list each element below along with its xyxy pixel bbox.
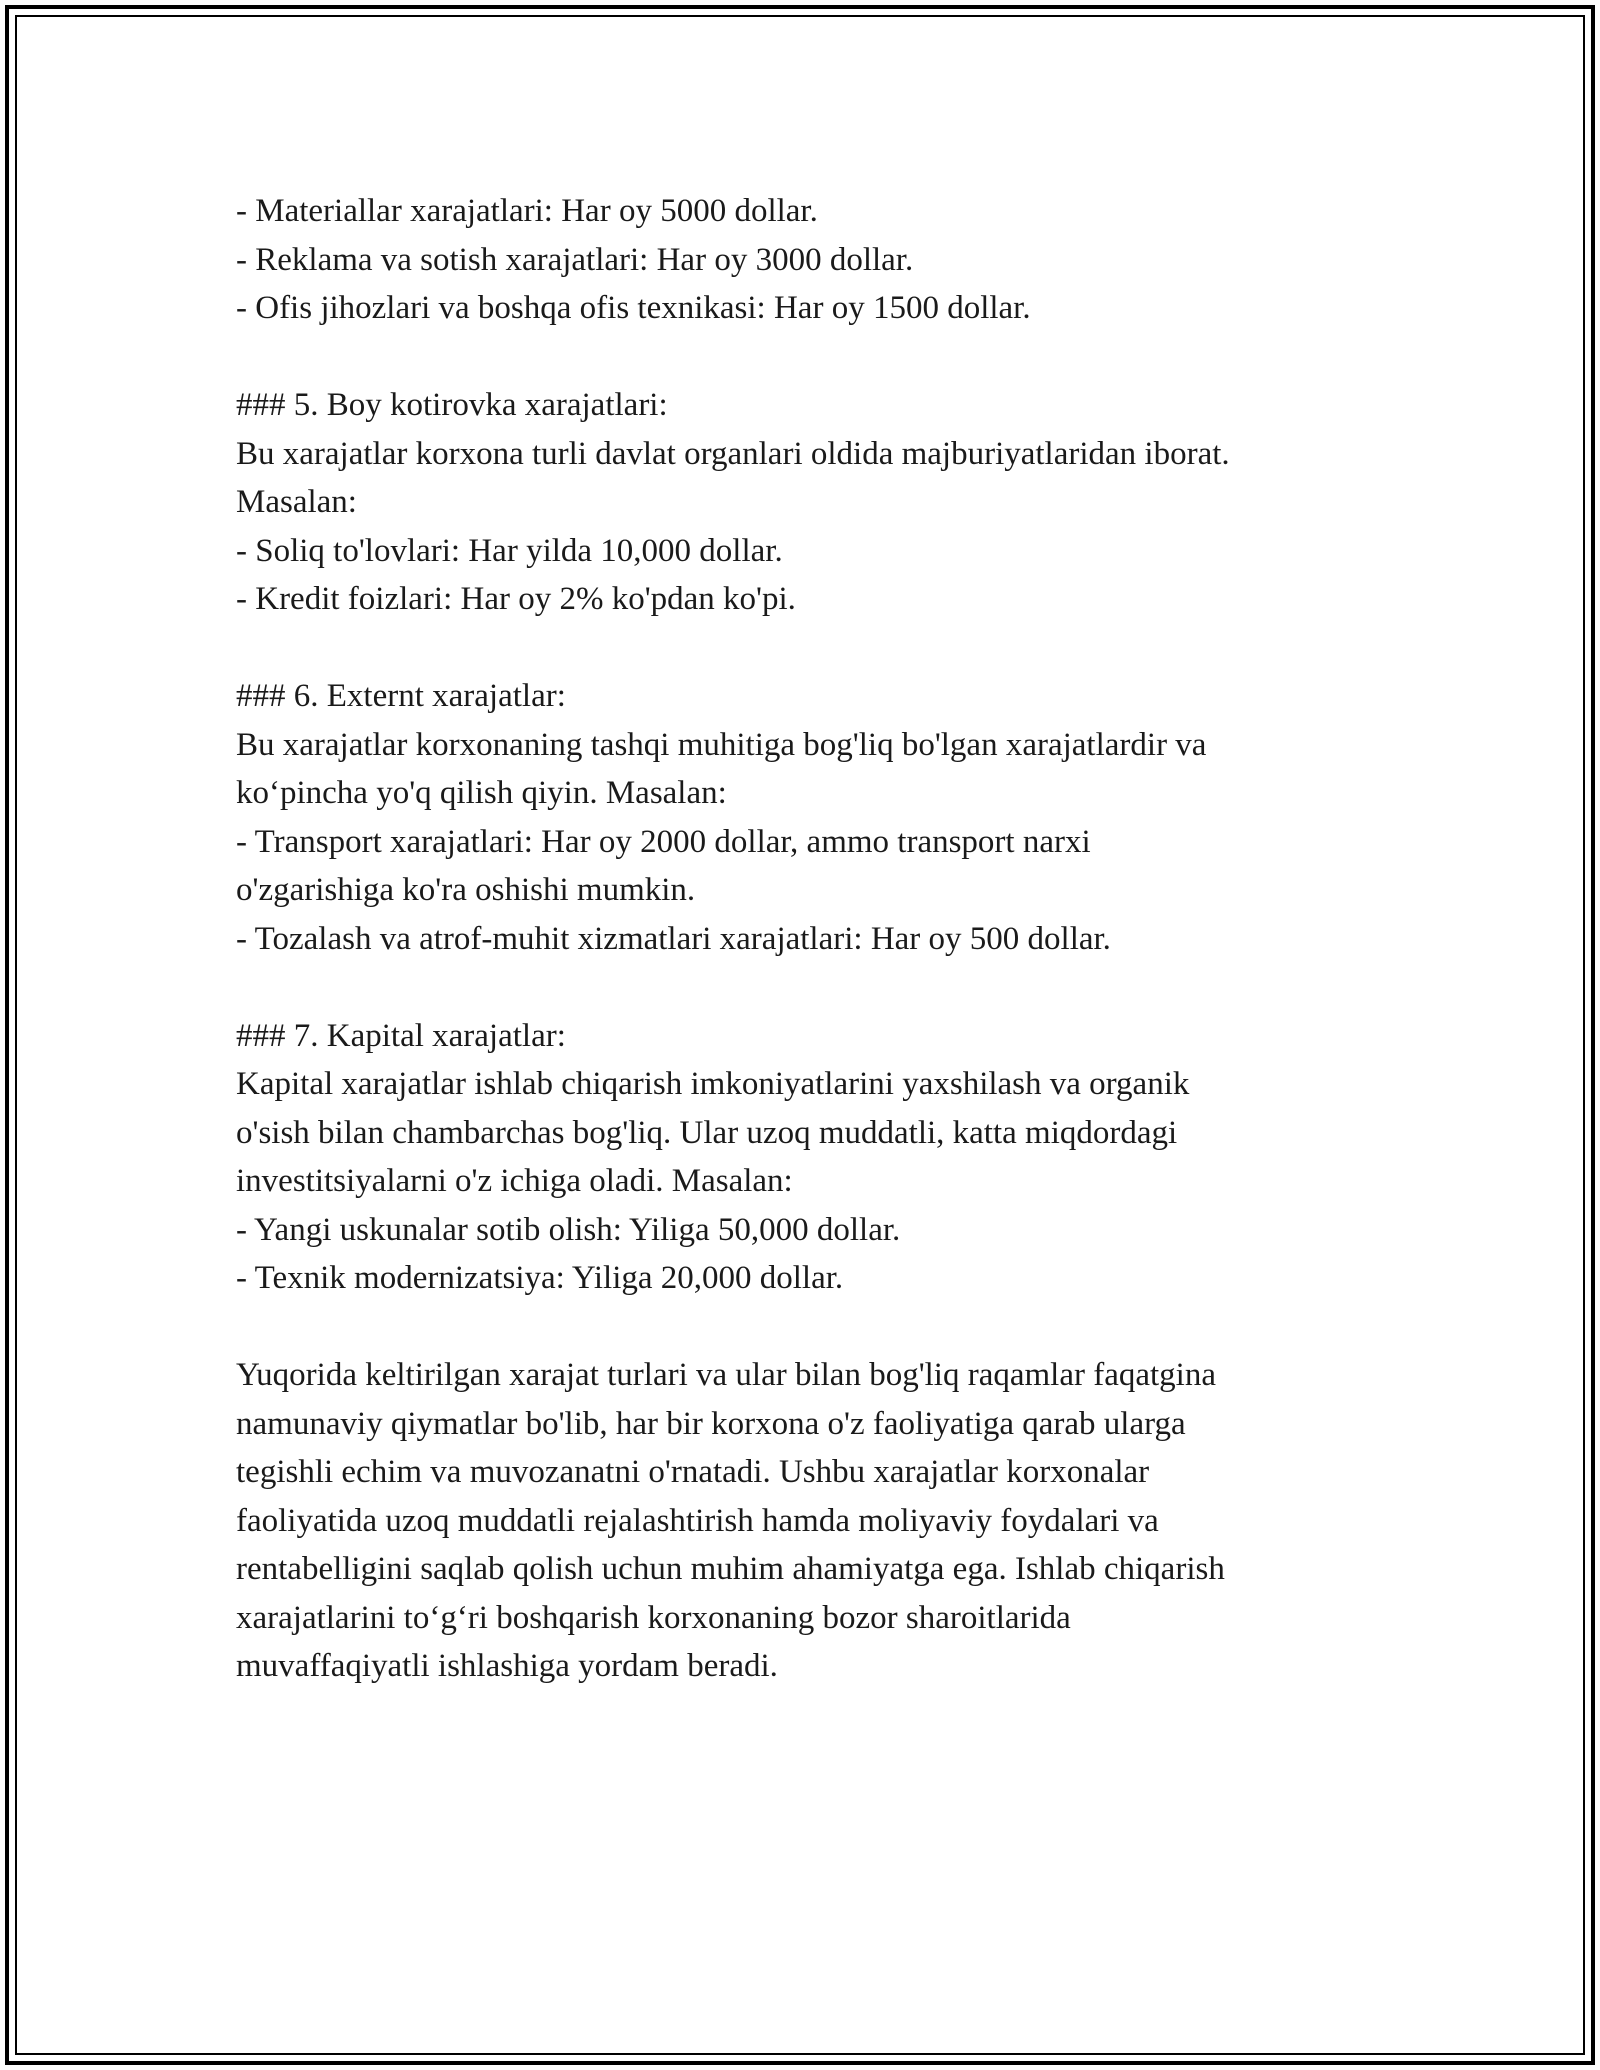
section-line: Masalan: (236, 484, 357, 520)
list-item: - Texnik modernizatsiya: Yiliga 20,000 dollar. (236, 1260, 844, 1296)
list-item: - Tozalash va atrof-muhit xizmatlari xarajatlari: Har oy 500 dollar. (236, 920, 1111, 957)
section-heading: ### 6. Externt xarajatlar: (236, 678, 566, 714)
spacer (236, 333, 1436, 382)
section-7 (236, 1012, 1436, 1303)
section-heading: ### 7. Kapital xarajatlar: (236, 1017, 566, 1054)
list-item: - Materiallar xarajatlari: Har oy 5000 dollar. (236, 193, 818, 229)
section-line: Bu xarajatlar korxona turli davlat organlari oldida majburiyatlaridan iborat. (236, 435, 1230, 472)
paragraph-line: rentabelligini saqlab qolish uchun muhim ahamiyatga ega. Ishlab chiqarish (236, 1551, 1225, 1587)
section-heading: ### 5. Boy kotirovka xarajatlari: (236, 387, 668, 423)
section-6 (236, 672, 1436, 963)
list-item: o'zgarishiga ko'ra oshishi mumkin. (236, 872, 696, 908)
section-line: investitsiyalarni o'z ichiga oladi. Masalan: (236, 1163, 793, 1199)
paragraph-line: namunaviy qiymatlar bo'lib, har bir korxona o'z faoliyatiga qarab ularga (236, 1405, 1186, 1442)
spacer (236, 1303, 1436, 1352)
spacer (236, 963, 1436, 1012)
list-item: - Reklama va sotish xarajatlari: Har oy 3000 dollar. (236, 241, 914, 278)
section-line: o'sish bilan chambarchas bog'liq. Ular uzoq muddatli, katta miqdordagi (236, 1114, 1178, 1151)
paragraph-line: muvaffaqiyatli ishlashiga yordam beradi. (236, 1648, 778, 1684)
paragraph-line: tegishli echim va muvozanatni o'rnatadi. Ushbu xarajatlar korxonalar (236, 1454, 1150, 1490)
paragraph-line: xarajatlarini to‘g‘ri boshqarish korxonaning bozor sharoitlarida (236, 1599, 1071, 1636)
list-item: - Kredit foizlari: Har oy 2% ko'pdan ko'pi. (236, 581, 796, 617)
list-item: - Ofis jihozlari va boshqa ofis texnikasi: Har oy 1500 dollar. (236, 290, 1031, 326)
list-item: - Yangi uskunalar sotib olish: Yiliga 50,000 dollar. (236, 1211, 901, 1248)
section-line: Bu xarajatlar korxonaning tashqi muhitiga bog'liq bo'lgan xarajatlardir va (236, 726, 1207, 763)
spacer (236, 624, 1436, 673)
cost-list (236, 187, 1436, 333)
document-body (236, 187, 1436, 1691)
list-item: - Transport xarajatlari: Har oy 2000 dollar, ammo transport narxi (236, 823, 1091, 860)
section-line: ko‘pincha yo'q qilish qiyin. Masalan: (236, 775, 727, 811)
paragraph-line: Yuqorida keltirilgan xarajat turlari va ular bilan bog'liq raqamlar faqatgina (236, 1357, 1216, 1393)
section-5 (236, 381, 1436, 624)
list-item: - Soliq to'lovlari: Har yilda 10,000 dollar. (236, 532, 783, 569)
section-line: Kapital xarajatlar ishlab chiqarish imkoniyatlarini yaxshilash va organik (236, 1066, 1190, 1102)
closing-paragraph (236, 1351, 1436, 1691)
paragraph-line: faoliyatida uzoq muddatli rejalashtirish hamda moliyaviy foydalari va (236, 1502, 1159, 1539)
